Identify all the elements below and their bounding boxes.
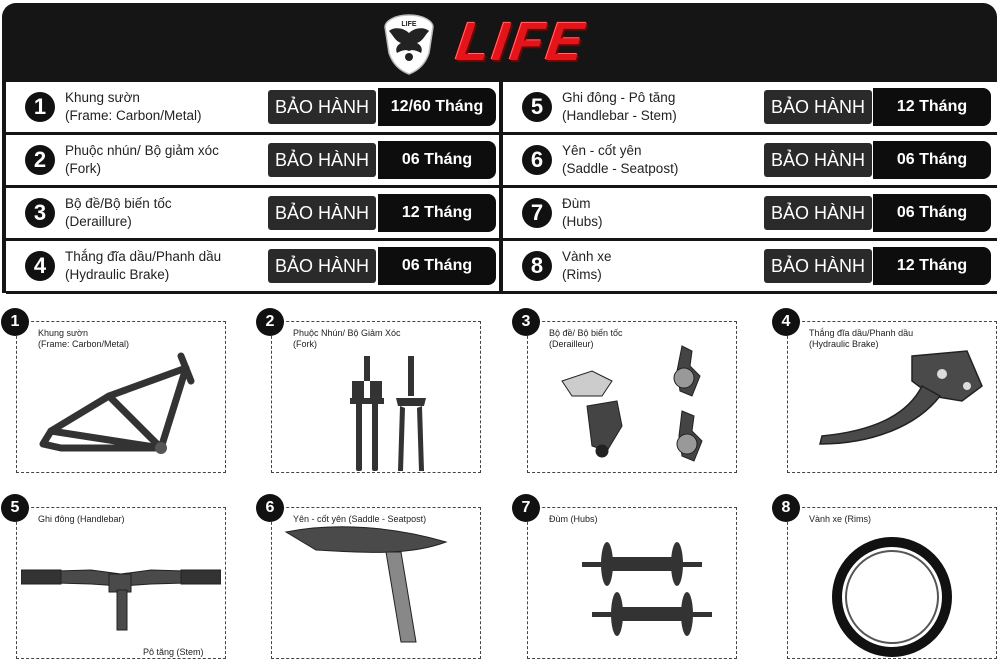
part-number: 5 [1,494,29,522]
item-number: 3 [25,198,55,228]
part-caption: Khung sườn [38,328,88,338]
part-name: Phuộc nhún/ Bộ giảm xóc [65,143,219,158]
part-caption-en: (Fork) [293,339,317,349]
part-name-en: (Hubs) [562,214,603,229]
item-number: 5 [522,92,552,122]
part-caption-en: (Hydraulic Brake) [809,339,879,349]
part-number: 2 [256,308,284,336]
part-card [1,487,246,657]
svg-text:LIFE: LIFE [401,21,417,28]
warranty-period: 12 Tháng [378,194,496,232]
warranty-label: BẢO HÀNH [268,196,376,230]
warranty-row [503,241,997,291]
part-name-en: (Frame: Carbon/Metal) [65,108,202,123]
part-caption-en: (Frame: Carbon/Metal) [38,339,130,349]
brand-logo: LIFE [452,12,591,72]
warranty-row [6,135,499,185]
warranty-period: 06 Tháng [873,141,991,179]
part-name-en: (Fork) [65,161,101,176]
part-name-en: (Saddle - Seatpost) [562,161,679,176]
part-card [512,487,757,657]
warranty-row [6,82,499,132]
part-caption-en: (Derailleur) [549,339,594,349]
part-name-en: (Hydraulic Brake) [65,267,170,282]
handlebar-icon [21,512,221,657]
warranty-period: 06 Tháng [378,247,496,285]
item-number: 4 [25,251,55,281]
warranty-row [6,188,499,238]
rim-icon [792,512,992,657]
warranty-row [6,241,499,291]
part-caption: Phuộc Nhún/ Bộ Giảm Xóc [293,328,401,338]
warranty-grid [6,82,997,294]
part-name-en: (Handlebar - Stem) [562,108,677,123]
warranty-period: 12 Tháng [873,247,991,285]
part-name: Đùm [562,196,591,211]
warranty-label: BẢO HÀNH [268,249,376,283]
warranty-label: BẢO HÀNH [268,90,376,124]
item-number: 8 [522,251,552,281]
item-number: 7 [522,198,552,228]
part-card [1,301,246,471]
warranty-period: 12 Tháng [873,88,991,126]
part-name-en: (Rims) [562,267,602,282]
part-card [772,487,1000,657]
part-caption: Yên - cốt yên (Saddle - Seatpost) [293,514,427,524]
warranty-period: 06 Tháng [873,194,991,232]
header [2,3,997,78]
warranty-label: BẢO HÀNH [764,143,872,177]
part-name: Yên - cốt yên [562,143,642,158]
part-card [772,301,1000,471]
part-caption: Thắng đĩa dầu/Phanh dầu [809,328,914,338]
part-name: Thắng đĩa dầu/Phanh dầu [65,249,222,264]
part-caption: Vành xe (Rims) [809,514,872,524]
saddle-icon [276,512,476,657]
part-name: Vành xe [562,249,612,264]
part-number: 3 [512,308,540,336]
stem-caption: Pô tăng (Stem) [143,647,204,657]
part-name: Ghi đông - Pô tăng [562,90,676,105]
part-card [256,301,501,471]
part-caption: Bộ đề/ Bộ biến tốc [549,328,623,338]
warranty-period: 06 Tháng [378,141,496,179]
part-caption: Ghi đông (Handlebar) [38,514,125,524]
part-number: 1 [1,308,29,336]
part-card [256,487,501,657]
part-caption: Đùm (Hubs) [549,514,598,524]
item-number: 6 [522,145,552,175]
warranty-label: BẢO HÀNH [764,90,872,124]
part-name: Bộ đề/Bộ biến tốc [65,196,172,211]
hubs-icon [532,512,732,657]
item-number: 2 [25,145,55,175]
warranty-label: BẢO HÀNH [268,143,376,177]
warranty-row [503,188,997,238]
warranty-row [503,82,997,132]
part-number: 6 [256,494,284,522]
part-name: Khung sườn [65,90,140,105]
part-number: 7 [512,494,540,522]
warranty-row [503,135,997,185]
warranty-period: 12/60 Tháng [378,88,496,126]
part-name-en: (Deraillure) [65,214,132,229]
warranty-label: BẢO HÀNH [764,249,872,283]
warranty-panel [2,3,997,293]
item-number: 1 [25,92,55,122]
part-card [512,301,757,471]
wings-emblem-icon [383,13,435,75]
warranty-label: BẢO HÀNH [764,196,872,230]
part-number: 8 [772,494,800,522]
part-number: 4 [772,308,800,336]
